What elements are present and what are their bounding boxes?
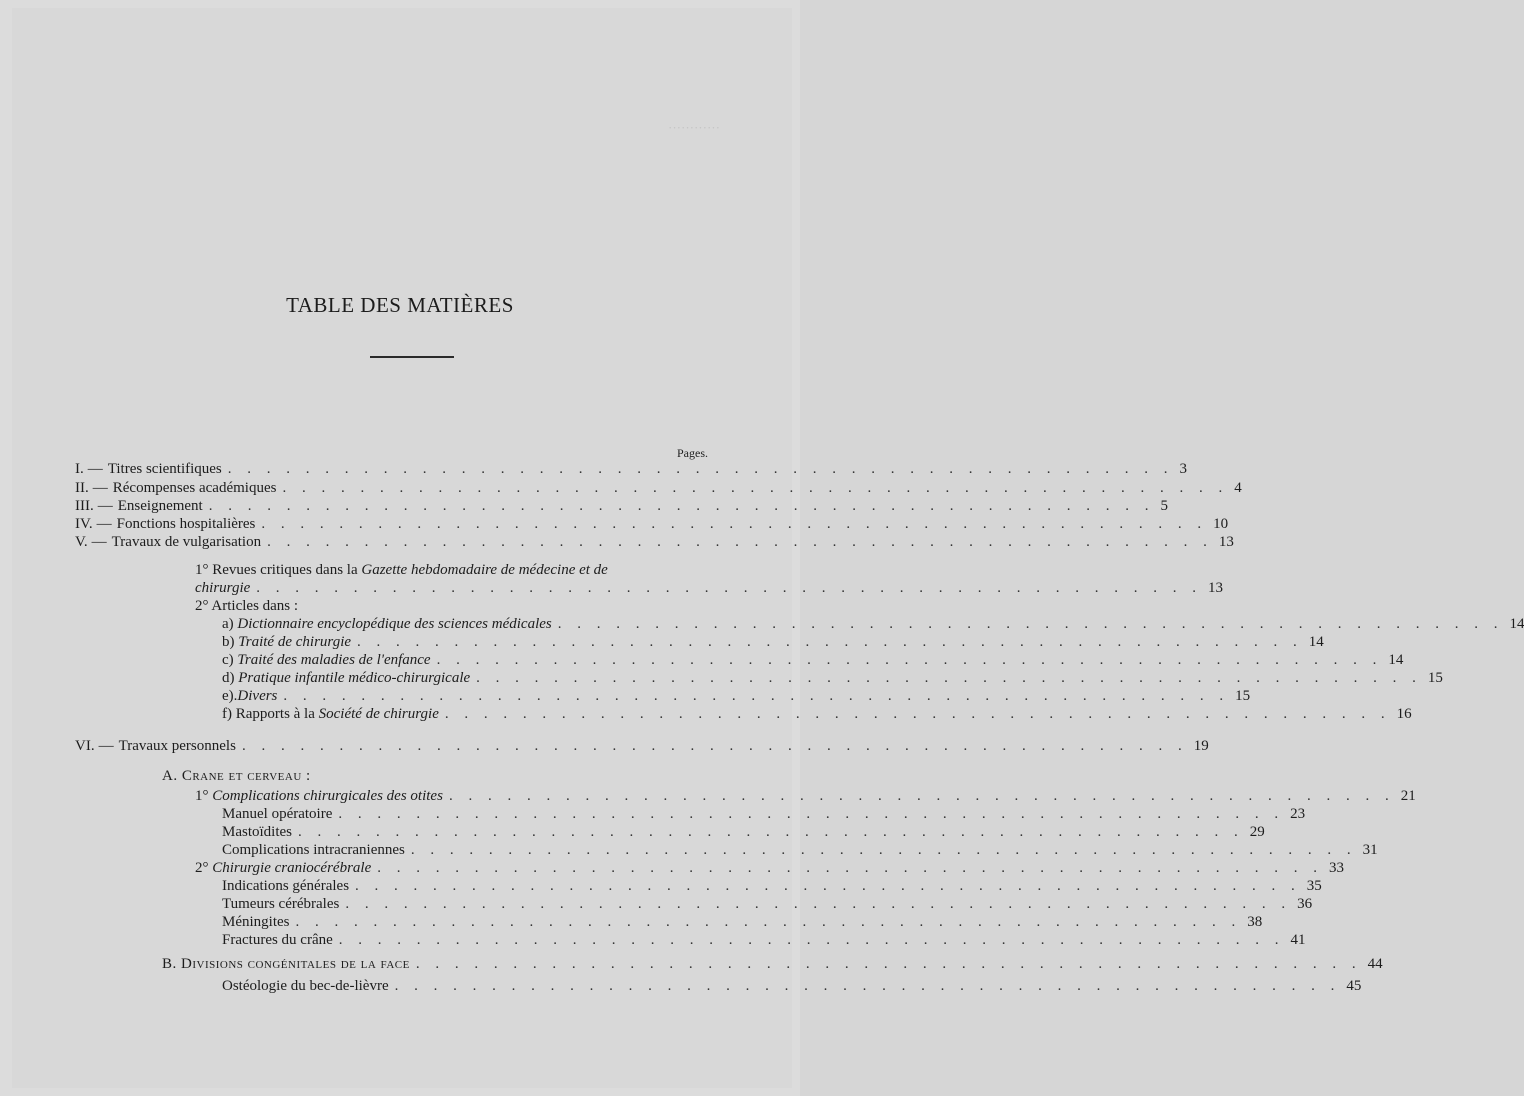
- entry-page: 14: [1509, 616, 1524, 632]
- entry-number: VI.: [75, 738, 95, 754]
- toc-item-osteologie: [222, 978, 1362, 996]
- dot-leader: . . . . . . . . . . . . . . . . . . . . . . . . . . . . . . . . . . . . . . . . . . . . . . . . .: [436, 652, 1383, 668]
- entry-prefix: b): [222, 634, 239, 650]
- toc-entry-6: [75, 738, 1209, 756]
- entry-label: Méningites: [222, 914, 290, 930]
- entry-page: 23: [1290, 806, 1306, 822]
- entry-page: 3: [1179, 461, 1188, 477]
- entry-page: 14: [1308, 634, 1324, 650]
- toc-item-b: [222, 634, 1324, 652]
- dot-leader: . . . . . . . . . . . . . . . . . . . . . . . . . . . . . . . . . . . . . . . . . . . . . . . . .: [357, 634, 1303, 650]
- entry-dash: —: [97, 498, 113, 514]
- dot-leader: . . . . . . . . . . . . . . . . . . . . . . . . . . . . . . . . . . . . . . . . . . . . . . . . .: [448, 788, 1395, 804]
- entry-label: Travaux de vulgarisation: [111, 534, 262, 550]
- entry-label: A. Crane et cerveau :: [162, 768, 311, 784]
- entry-dash: —: [98, 738, 114, 754]
- entry-label: Fractures du crâne: [222, 932, 333, 948]
- entry-label: Chirurgie craniocérébrale: [212, 860, 372, 876]
- entry-page: 10: [1213, 516, 1229, 532]
- toc-item-d: [222, 670, 1443, 688]
- toc-subentry-revues: [195, 562, 708, 580]
- entry-label: B. Divisions congénitales de la face: [162, 956, 410, 972]
- bleed-through-text: ············: [668, 120, 720, 135]
- entry-label: Travaux personnels: [118, 738, 236, 754]
- dot-leader: . . . . . . . . . . . . . . . . . . . . . . . . . . . . . . . . . . . . . . . . . . . . . . . . .: [256, 580, 1203, 596]
- dot-leader: . . . . . . . . . . . . . . . . . . . . . . . . . . . . . . . . . . . . . . . . . . . . . . . . .: [355, 878, 1301, 894]
- toc-item-fractures: [222, 932, 1306, 950]
- entry-number: II.: [75, 480, 89, 496]
- entry-prefix: c): [222, 652, 238, 668]
- toc-item-complications: [222, 842, 1378, 860]
- entry-label: Traité de chirurgie: [238, 634, 352, 650]
- entry-page: 36: [1297, 896, 1313, 912]
- entry-page: 4: [1234, 480, 1242, 496]
- entry-page: 38: [1247, 914, 1263, 930]
- entry-number: I.: [75, 461, 84, 477]
- entry-number: IV.: [75, 516, 93, 532]
- entry-number: III.: [75, 498, 94, 514]
- entry-label: Tumeurs cérébrales: [222, 896, 340, 912]
- dot-leader: . . . . . . . . . . . . . . . . . . . . . . . . . . . . . . . . . . . . . . . . . . . . . . . . .: [377, 860, 1324, 876]
- toc-sub-craniocerebrale: [195, 860, 1345, 878]
- toc-section-b: [162, 956, 1383, 974]
- entry-prefix: f) Rapports à la: [222, 706, 319, 722]
- entry-label: Gazette hebdomadaire de médecine et de: [361, 562, 608, 578]
- entry-page: 16: [1396, 706, 1412, 722]
- dot-leader: . . . . . . . . . . . . . . . . . . . . . . . . . . . . . . . . . . . . . . . . . . . . . . . . .: [261, 516, 1208, 532]
- dot-leader: . . . . . . . . . . . . . . . . . . . . . . . . . . . . . . . . . . . . . . . . . . . . . . . . .: [394, 978, 1341, 994]
- entry-label: Récompenses académiques: [112, 480, 277, 496]
- dot-leader: . . . . . . . . . . . . . . . . . . . . . . . . . . . . . . . . . . . . . . . . . . . . . . . . .: [283, 688, 1230, 704]
- entry-page: 33: [1329, 860, 1345, 876]
- entry-page: 15: [1427, 670, 1443, 686]
- entry-label: Titres scientifiques: [107, 461, 222, 477]
- entry-label: Complications chirurgicales des otites: [212, 788, 443, 804]
- entry-label: Pratique infantile médico-chirurgicale: [238, 670, 471, 686]
- entry-label: Société de chirurgie: [318, 706, 439, 722]
- toc-section-a: [162, 768, 708, 786]
- toc-item-meningites: [222, 914, 1263, 932]
- entry-prefix: d): [222, 670, 239, 686]
- entry-label: Manuel opératoire: [222, 806, 333, 822]
- entry-page: 31: [1362, 842, 1378, 858]
- toc-sub-otites: [195, 788, 1416, 806]
- entry-page: 14: [1388, 652, 1404, 668]
- entry-page: 35: [1306, 878, 1322, 894]
- entry-label: Dictionnaire encyclopédique des sciences médicales: [237, 616, 552, 632]
- entry-page: 41: [1290, 932, 1306, 948]
- entry-prefix: 1° Revues critiques dans la: [195, 562, 362, 578]
- toc-item-f: [222, 706, 1412, 724]
- entry-page: 29: [1249, 824, 1265, 840]
- toc-item-manuel: [222, 806, 1306, 824]
- entry-dash: —: [87, 461, 103, 477]
- dot-leader: . . . . . . . . . . . . . . . . . . . . . . . . . . . . . . . . . . . . . . . . . . . . . . . . .: [415, 956, 1362, 972]
- entry-page: 5: [1160, 498, 1168, 514]
- entry-number: V.: [75, 534, 88, 550]
- entry-page: 13: [1218, 534, 1234, 550]
- toc-item-a: [222, 616, 1524, 634]
- entry-page: 21: [1400, 788, 1416, 804]
- page-title: TABLE DES MATIÈRES: [286, 293, 514, 317]
- dot-leader: . . . . . . . . . . . . . . . . . . . . . . . . . . . . . . . . . . . . . . . . . . . . . . . . .: [267, 534, 1213, 550]
- title-rule: [370, 356, 454, 358]
- toc-entry-4: [75, 516, 1229, 534]
- dot-leader: . . . . . . . . . . . . . . . . . . . . . . . . . . . . . . . . . . . . . . . . . . . . . . . . .: [476, 670, 1422, 686]
- dot-leader: . . . . . . . . . . . . . . . . . . . . . . . . . . . . . . . . . . . . . . . . . . . . . . . . .: [208, 498, 1155, 514]
- entry-prefix: 1°: [195, 788, 213, 804]
- dot-leader: . . . . . . . . . . . . . . . . . . . . . . . . . . . . . . . . . . . . . . . . . . . . . . . . .: [295, 914, 1242, 930]
- toc-item-mastoidites: [222, 824, 1265, 842]
- entry-label: Fonctions hospitalières: [116, 516, 256, 532]
- entry-page: 13: [1208, 580, 1224, 596]
- toc-item-tumeurs: [222, 896, 1313, 914]
- entry-prefix: 2°: [195, 860, 213, 876]
- dot-leader: . . . . . . . . . . . . . . . . . . . . . . . . . . . . . . . . . . . . . . . . . . . . . . . . .: [410, 842, 1357, 858]
- dot-leader: . . . . . . . . . . . . . . . . . . . . . . . . . . . . . . . . . . . . . . . . . . . . . . . . .: [282, 480, 1229, 496]
- entry-prefix: a): [222, 616, 238, 632]
- toc-item-e: [222, 688, 1251, 706]
- dot-leader: . . . . . . . . . . . . . . . . . . . . . . . . . . . . . . . . . . . . . . . . . . . . . . . . .: [338, 806, 1285, 822]
- dot-leader: . . . . . . . . . . . . . . . . . . . . . . . . . . . . . . . . . . . . . . . . . . . . . . . . .: [557, 616, 1504, 632]
- entry-label: Mastoïdites: [222, 824, 292, 840]
- entry-page: 15: [1235, 688, 1251, 704]
- toc-entry-1: [75, 461, 1188, 479]
- entry-label: 2° Articles dans :: [195, 598, 299, 614]
- toc-subheading-articles: [195, 598, 708, 616]
- entry-dash: —: [96, 516, 112, 532]
- entry-label: Divers: [237, 688, 278, 704]
- dot-leader: . . . . . . . . . . . . . . . . . . . . . . . . . . . . . . . . . . . . . . . . . . . . . . . . .: [338, 932, 1285, 948]
- toc-item-c: [222, 652, 1404, 670]
- entry-label-continued: chirurgie: [195, 580, 251, 596]
- toc-item-indications: [222, 878, 1322, 896]
- dot-leader: . . . . . . . . . . . . . . . . . . . . . . . . . . . . . . . . . . . . . . . . . . . . . . . . .: [227, 461, 1174, 477]
- dot-leader: . . . . . . . . . . . . . . . . . . . . . . . . . . . . . . . . . . . . . . . . . . . . . . . . .: [444, 706, 1391, 722]
- entry-label: Indications générales: [222, 878, 350, 894]
- pages-column-label: Pages.: [677, 446, 708, 460]
- entry-dash: —: [92, 480, 108, 496]
- entry-page: 44: [1367, 956, 1383, 972]
- dot-leader: . . . . . . . . . . . . . . . . . . . . . . . . . . . . . . . . . . . . . . . . . . . . . . . . .: [345, 896, 1292, 912]
- toc-subentry-revues-cont: [195, 580, 1224, 598]
- entry-label: Ostéologie du bec-de-lièvre: [222, 978, 389, 994]
- dot-leader: . . . . . . . . . . . . . . . . . . . . . . . . . . . . . . . . . . . . . . . . . . . . . . . . .: [298, 824, 1244, 840]
- entry-dash: —: [91, 534, 107, 550]
- toc-entry-3: [75, 498, 1168, 516]
- entry-page: 19: [1193, 738, 1209, 754]
- entry-prefix: e).: [222, 688, 238, 704]
- toc-entry-5: [75, 534, 1234, 552]
- dot-leader: . . . . . . . . . . . . . . . . . . . . . . . . . . . . . . . . . . . . . . . . . . . . . . . . .: [241, 738, 1188, 754]
- toc-entry-2: [75, 480, 1242, 498]
- entry-page: 45: [1346, 978, 1362, 994]
- entry-label: Complications intracraniennes: [222, 842, 405, 858]
- entry-label: Enseignement: [117, 498, 203, 514]
- entry-label: Traité des maladies de l'enfance: [237, 652, 431, 668]
